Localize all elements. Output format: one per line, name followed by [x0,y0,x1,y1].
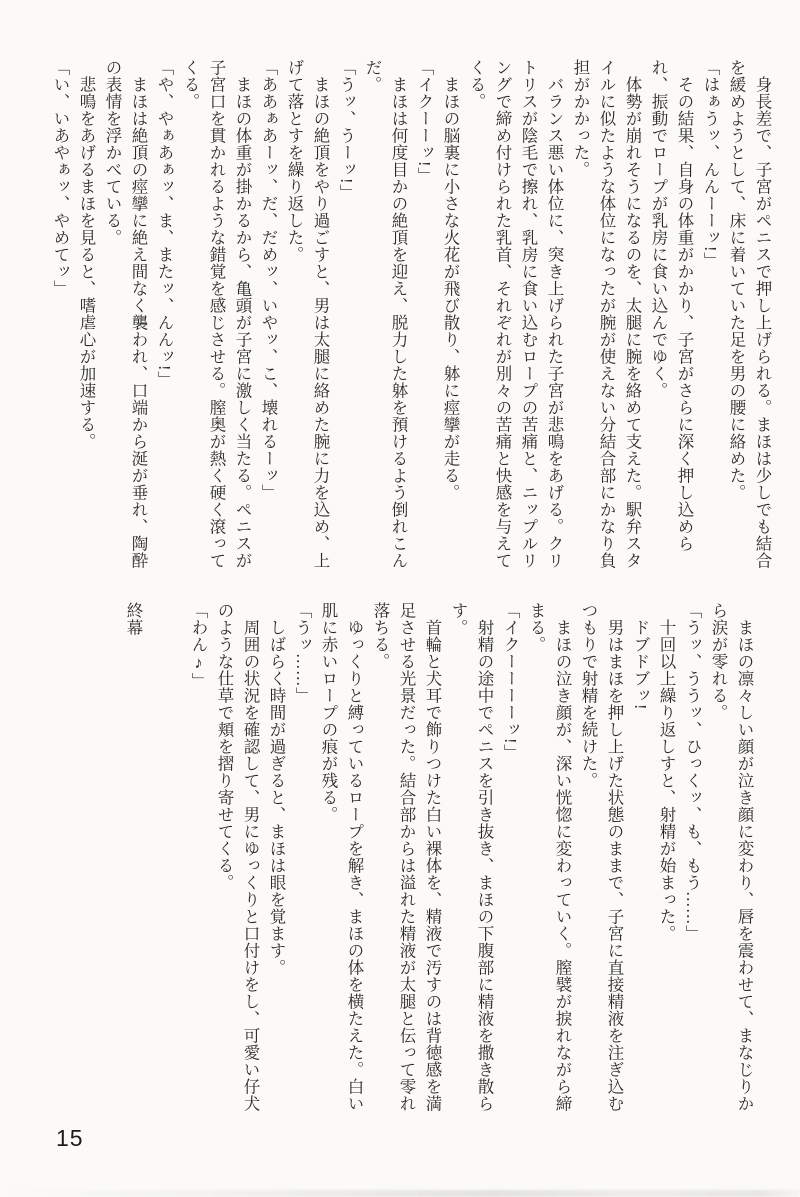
paragraph: 首輪と犬耳で飾りつけた白い裸体を、精液で汚すのは背徳感を満足させる光景だった。結合部からは溢れた精液が太腿と伝って零れ落ちる。 [371,602,442,1112]
paragraph: 「うッ……」 [293,602,312,704]
paragraph: ドブドブッ! [631,618,650,710]
paragraph: 「うッ、ううッ、ひっくッ、も、もう……」 [683,602,702,942]
text-block-bottom [37,602,757,1116]
paragraph: 周囲の状況を確認して、男にゆっくりと口付けをし、可愛い仔犬のような仕草で頬を摺り寄せてくる。 [215,602,260,1112]
paragraph: まほは絶頂の痙攣に絶え間なく襲われ、口端から涎が垂れ、陶酔の表情を浮かべている。 [103,59,148,569]
paragraph: 体勢が崩れそうになるのを、太腿に腕を絡めて支えた。駅弁スタイルに似たような体位になったが腕が使えない分結合部にかなり負担がかかった。 [571,59,642,569]
paragraph: 「イクーーッ!」 [415,59,434,184]
paragraph: 「わん♪」 [189,602,208,690]
paragraph: 「うッ、うーッ!」 [337,59,356,201]
page-number: 15 [56,1125,84,1151]
paragraph: まほの凛々しい顔が泣き顔に変わり、唇を震わせて、まなじりから涙が零れる。 [709,602,754,1112]
end-mark: 終幕 [124,602,143,636]
paragraph: 悲鳴をあげるまほを見ると、嗜虐心が加速する。 [77,75,96,450]
paragraph: 「ああぁあーッ、だ、だめッ、いやッ、こ、壊れるーッ」 [259,59,278,501]
text-block-top [15,59,775,573]
paragraph: まほの脳裏に小さな火花が飛び散り、躰に痙攣が走る。 [441,75,460,501]
paragraph: 「はぁうッ、んんーーッ!」 [701,59,720,269]
paragraph: 「や、やぁあぁッ、ま、またッ、んんッ!」 [155,59,174,388]
paragraph: 「い、いあやぁッ、やめてッ」 [51,59,70,297]
paragraph: まほの泣き顔が、深い恍惚に変わっていく。膣襞が捩れながら締まる。 [527,602,572,1112]
paragraph: しばらく時間が過ぎると、まほは眼を覚ます。 [267,618,286,976]
paragraph: まほの絶頂をやり過ごすと、男は太腿に絡めた腕に力を込め、上げて落とすを繰り返した。 [285,59,330,569]
paragraph: バランス悪い体位に、突き上げられた子宮が悲鳴をあげる。クリトリスが陰毛で擦れ、乳房に食い込むロープの苦痛と、ニップルリングで締め付けられた乳首、それぞれが別々の苦痛と快感を与えてくる。 [467,59,564,569]
paragraph: 身長差で、子宮がペニスで押し上げられる。まほは少しでも結合を緩めようとして、床に着いていた足を男の腰に絡めた。 [727,59,772,569]
paragraph: まほの体重が掛かるから、亀頭が子宮に激しく当たる。ペニスが子宮口を貫かれるような錯覚を感じさせる。膣奥が熱く硬く滾ってくる。 [181,59,252,569]
paragraph: その結果、自身の体重がかかり、子宮がさらに深く押し込められ、振動でロープが乳房に食い込んでゆく。 [649,59,694,552]
paragraph: 男はまほを押し上げた状態のままで、子宮に直接精液を注ぎ込むつもりで射精を続けた。 [579,602,624,1112]
paragraph: 十回以上繰り返しすと、射精が始まった。 [657,618,676,942]
paragraph: ゆっくりと縛っているロープを解き、まほの体を横たえた。白い肌に赤いロープの痕が残る。 [319,602,364,1112]
paragraph: 射精の途中でペニスを引き抜き、まほの下腹部に精液を撒き散らす。 [449,602,494,1112]
paragraph: まほは何度目かの絶頂を迎え、脱力した躰を預けるよう倒れこんだ。 [363,59,408,569]
scan-edge-artifact [0,1190,800,1197]
paragraph: 「イクーーーーッ!」 [501,602,520,761]
